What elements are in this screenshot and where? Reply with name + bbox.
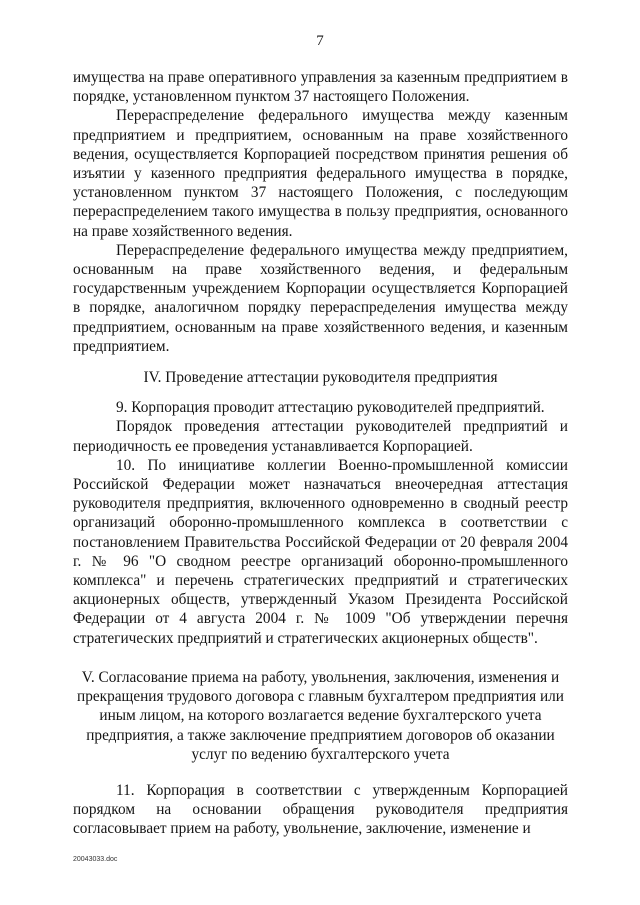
document-body [73,68,568,839]
file-name-footer: 20043033.doc [73,856,118,863]
paragraph: 9. Корпорация проводит аттестацию руководителей предприятий. [116,399,545,417]
paragraph: Перераспределение федерального имущества между предприятием, основанным на праве хозяйственного ведения, и федеральным государственным учреждением Корпорации осуществляется Корпорацией в порядке, аналогичном порядку перераспределения имущества между предприятием, основанным на праве хозяйственного ведения, и казенным предприятием. [73,241,568,355]
paragraph: имущества на праве оперативного управления за казенным предприятием в порядке, установленном пунктом 37 настоящего Положения. [73,69,568,106]
paragraph: 11. Корпорация в соответствии с утвержденным Корпорацией порядком на основании обращения руководителя предприятия согласовывает прием на работу, увольнение, заключение, изменение и [73,781,568,838]
section-heading: V. Согласование приема на работу, увольнения, заключения, изменения и прекращения трудового договора с главным бухгалтером предприятия или иным лицом, на которого возлагается ведение бухгалтерского учета предприятия, а также заключение предприятием договоров об оказании услуг по ведению бухгалтерского учета [77,668,564,763]
paragraph: Порядок проведения аттестации руководителей предприятий и периодичность ее проведения устанавливается Корпорацией. [73,418,568,455]
section-heading: IV. Проведение аттестации руководителя предприятия [143,369,498,387]
paragraph: 10. По инициативе коллегии Военно-промышленной комиссии Российской Федерации может назначаться внеочередная аттестация руководителя предприятия, включенного одновременно в сводный реестр организаций оборонно-промышленного комплекса в соответствии с постановлением Правительства Российской Федерации от 20 февраля 2004 г. № 96 "О сводном реестре организаций оборонно-промышленного комплекса" и перечень стратегических предприятий и стратегических акционерных обществ, утвержденный Указом Президента Российской Федерации от 4 августа 2004 г. № 1009 "Об утверждении перечня стратегических предприятий и стратегических акционерных обществ". [73,456,568,647]
paragraph: Перераспределение федерального имущества между казенным предприятием и предприятием, основанным на праве хозяйственного ведения, осуществляется Корпорацией посредством принятия решения об изъятии у казенного предприятия федерального имущества в порядке, установленном пунктом 37 настоящего Положения, с последующим перераспределением такого имущества в пользу предприятия, основанного на праве хозяйственного ведения. [73,107,568,240]
page-number: 7 [316,33,324,49]
